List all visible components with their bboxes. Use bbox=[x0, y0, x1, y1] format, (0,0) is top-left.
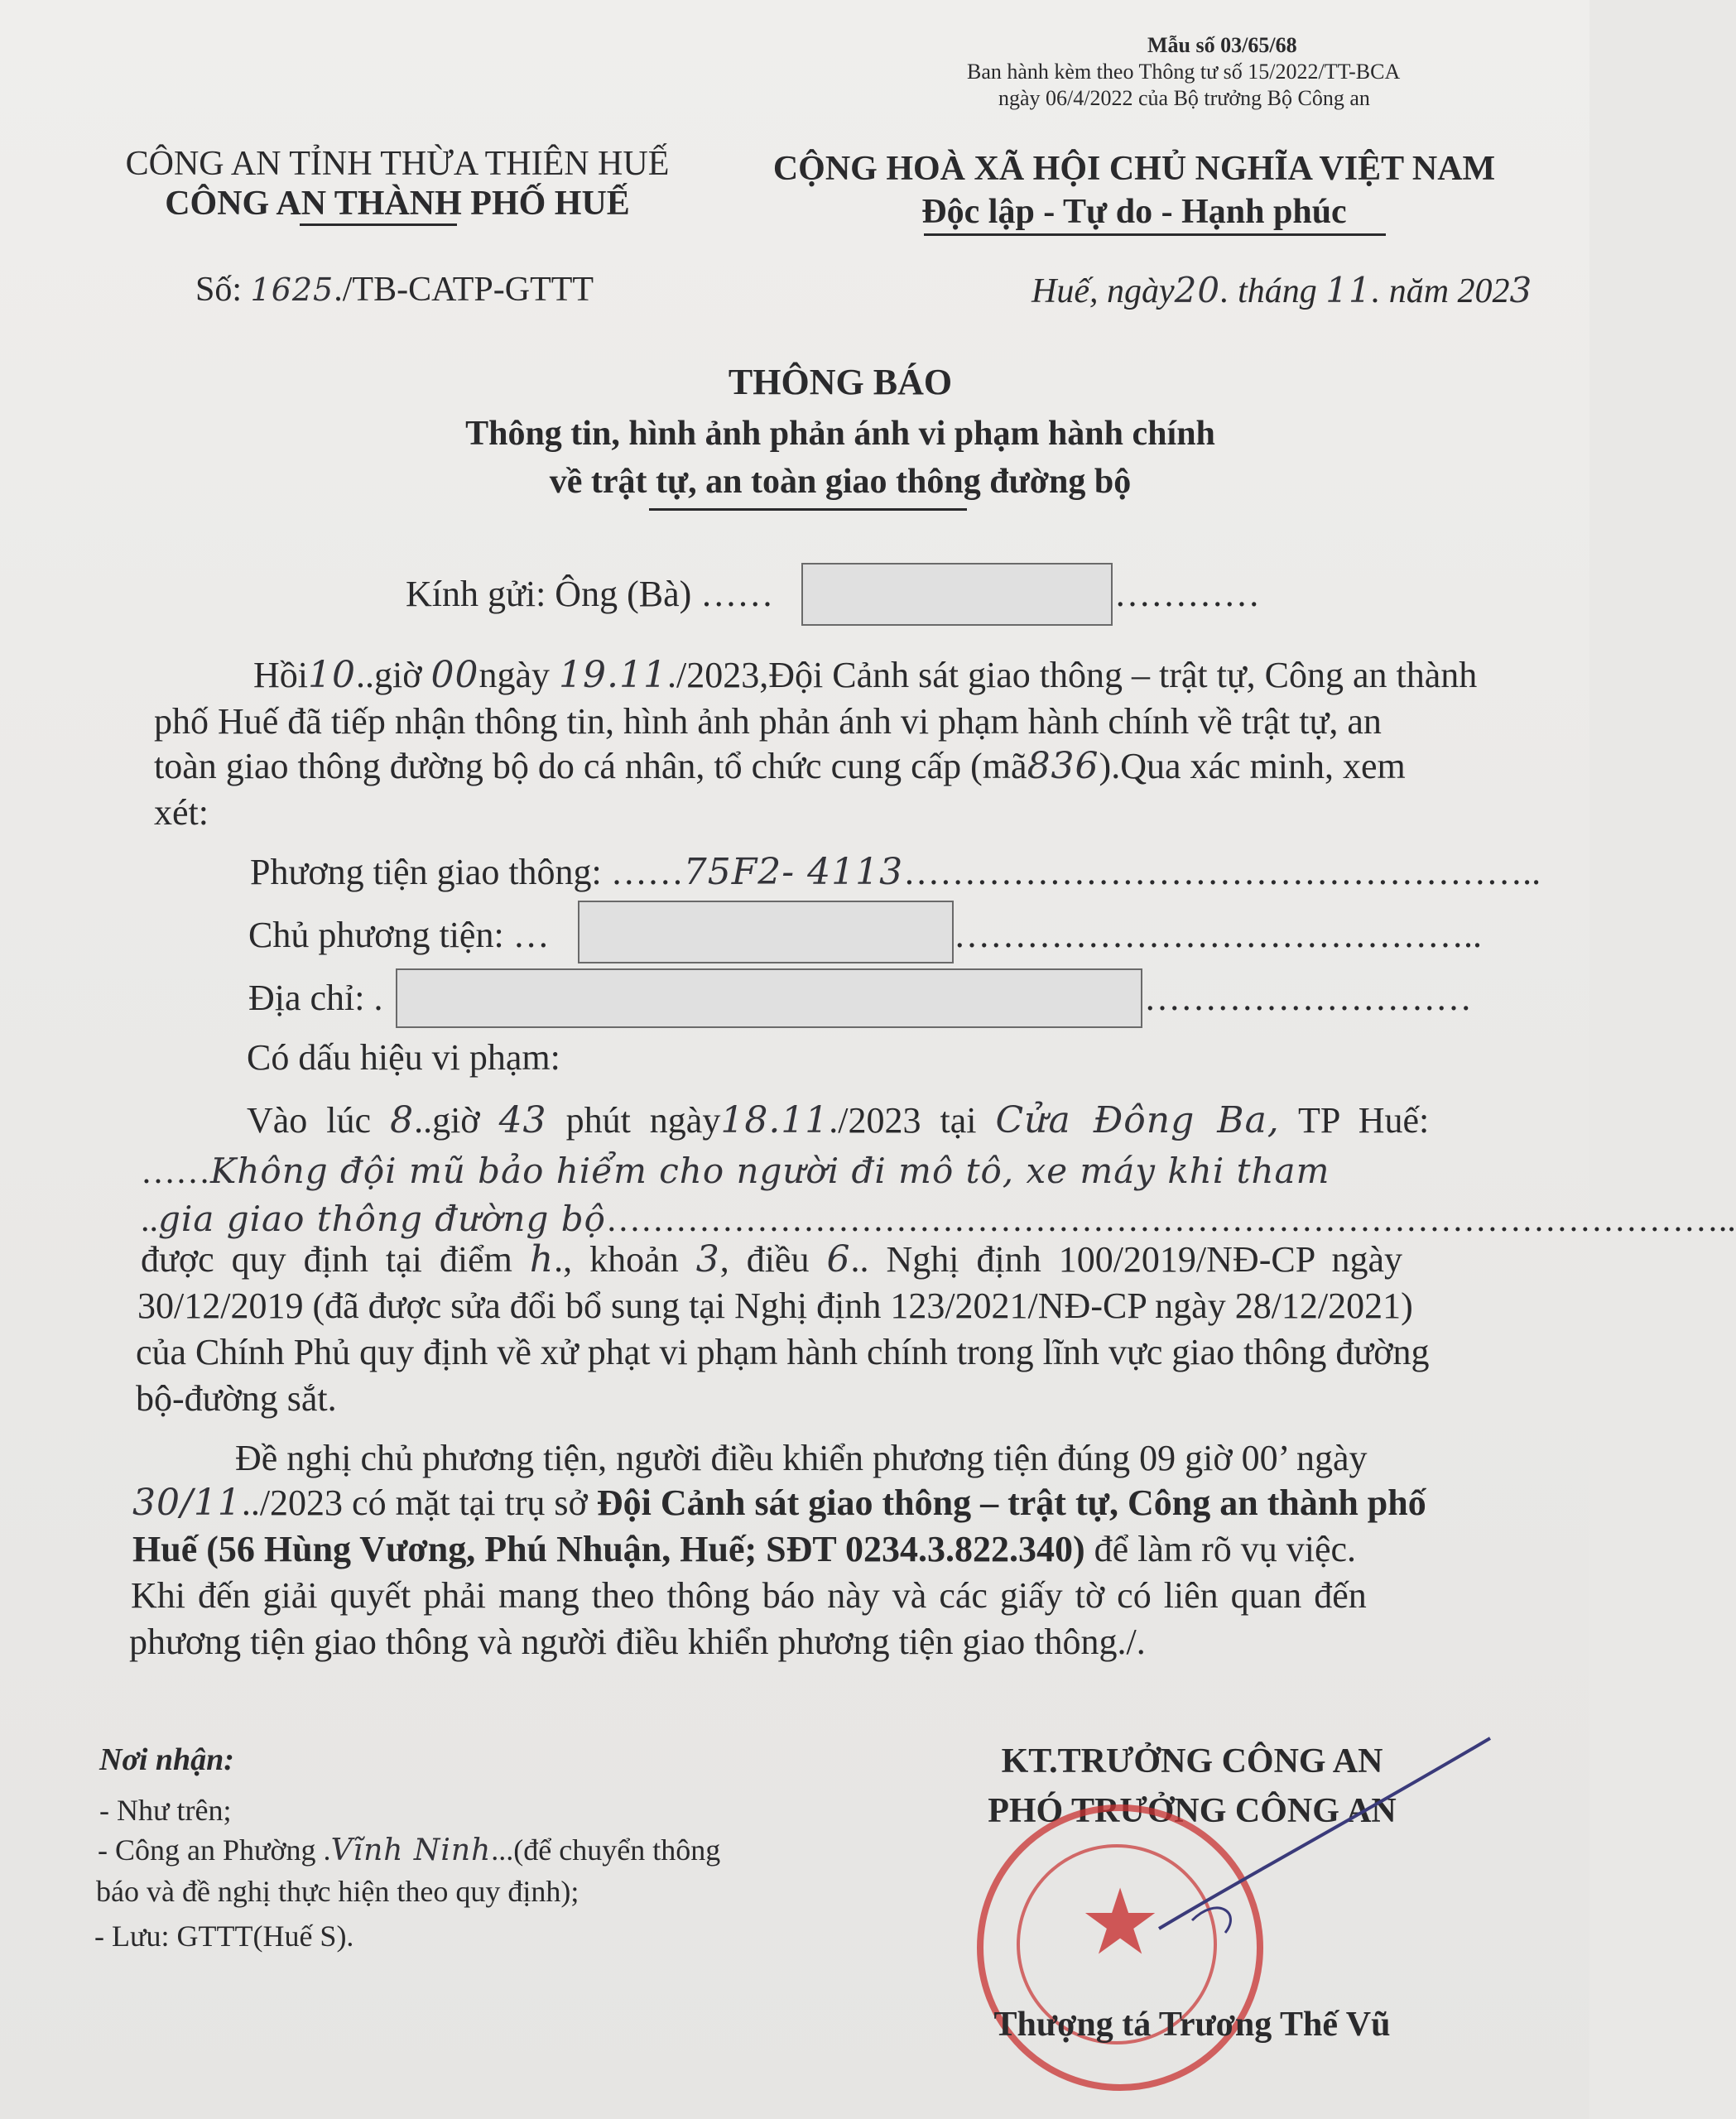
regulation-line3: của Chính Phủ quy định về xử phạt vi phạm hành chính trong lĩnh vực giao thông đường bbox=[136, 1332, 1430, 1372]
request-line3-rest: để làm rõ vụ việc. bbox=[1084, 1529, 1357, 1569]
date-month-label: . tháng bbox=[1220, 272, 1317, 310]
violation-tai: tại bbox=[940, 1100, 977, 1141]
address-label: Địa chỉ: . bbox=[248, 978, 383, 1018]
intro-line1: Hồi10..giờ 00ngày 19.11./2023,Đội Cảnh sát giao thông – trật tự, Công an thành bbox=[253, 654, 1478, 696]
redacted-address bbox=[396, 968, 1142, 1028]
recipient-label: Kính gửi: Ông (Bà) …… bbox=[406, 574, 774, 614]
reg-a: được quy định tại điểm bbox=[141, 1239, 512, 1280]
recipients-item2c: báo và đề nghị thực hiện theo quy định); bbox=[96, 1875, 579, 1908]
request-year: ../2023 bbox=[241, 1482, 344, 1523]
intro-code: 836 bbox=[1027, 745, 1099, 787]
notice-title: THÔNG BÁO bbox=[728, 362, 953, 402]
intro-date: 19.11 bbox=[559, 654, 667, 696]
republic-underline bbox=[924, 233, 1386, 236]
date-month: 11 bbox=[1325, 270, 1372, 310]
reg-point: h bbox=[529, 1238, 555, 1281]
request-bold1: Đội Cảnh sát giao thông – trật tự, Công an thành phố bbox=[596, 1482, 1426, 1523]
agency-underline bbox=[300, 223, 457, 226]
signatory-name: Thượng tá Trương Thế Vũ bbox=[993, 2006, 1391, 2044]
recipients-item2 bbox=[98, 1833, 720, 1867]
violation-city: TP Huế: bbox=[1298, 1100, 1430, 1141]
address-dots: ……………………… bbox=[1144, 978, 1472, 1018]
reg-article: 6 bbox=[826, 1238, 851, 1281]
signature-line1: KT.TRƯỞNG CÔNG AN bbox=[1001, 1742, 1383, 1780]
republic-line2: Độc lập - Tự do - Hạnh phúc bbox=[921, 193, 1347, 231]
recipients-item2b: ...(để chuyển thông bbox=[491, 1833, 721, 1867]
violation-desc2: gia giao thông đường bộ bbox=[158, 1199, 606, 1239]
regulation-line4: bộ-đường sắt. bbox=[136, 1378, 337, 1419]
date-line bbox=[1032, 270, 1532, 311]
intro-rest1: Đội Cảnh sát giao thông – trật tự, Công an thành bbox=[768, 655, 1478, 695]
owner-label: Chủ phương tiện: … bbox=[248, 915, 550, 955]
violation-label: Có dấu hiệu vi phạm: bbox=[247, 1037, 560, 1078]
reg-b: ., khoản bbox=[554, 1239, 679, 1280]
intro-line3a: toàn giao thông đường bộ do cá nhân, tổ chức cung cấp (mã bbox=[154, 746, 1027, 786]
intro-ngay: ngày bbox=[478, 655, 551, 695]
violation-phut: phút bbox=[565, 1100, 631, 1141]
recipients-ward: Vĩnh Ninh bbox=[330, 1833, 492, 1867]
request-line4: Khi đến giải quyết phải mang theo thông báo này và các giấy tờ có liên quan đến bbox=[131, 1575, 1367, 1616]
vehicle-label: Phương tiện giao thông: …… bbox=[250, 852, 684, 892]
intro-minute: 00 bbox=[430, 654, 479, 696]
violation-time-line bbox=[247, 1099, 1429, 1141]
regulation-line1 bbox=[141, 1238, 1402, 1281]
doc-number-handwritten: 1625 bbox=[250, 271, 334, 308]
date-prefix: Huế, ngày bbox=[1032, 272, 1175, 310]
violation-hour: 8 bbox=[390, 1099, 415, 1141]
notice-subtitle-line1: Thông tin, hình ảnh phản ánh vi phạm hành chính bbox=[465, 415, 1215, 453]
request-line1: Đề nghị chủ phương tiện, người điều khiển phương tiện đúng 09 giờ 00’ ngày bbox=[235, 1438, 1368, 1478]
form-code-line1: Ban hành kèm theo Thông tư số 15/2022/TT-BCA bbox=[967, 60, 1401, 84]
request-line3 bbox=[132, 1528, 1356, 1570]
violation-desc1: Không đội mũ bảo hiểm cho người đi mô tô, xe máy khi tham bbox=[210, 1151, 1330, 1191]
republic-line1: CỘNG HOÀ XÃ HỘI CHỦ NGHĨA VIỆT NAM bbox=[772, 150, 1496, 188]
doc-number-prefix: Số: bbox=[195, 271, 243, 309]
recipient-dots: ………… bbox=[1114, 574, 1260, 614]
doc-number-suffix: ./TB-CATP-GTTT bbox=[334, 271, 594, 309]
violation-desc-line2: ..gia giao thông đường bộ…………………………………………………………………………………….. bbox=[141, 1199, 1736, 1239]
reg-d: .. Nghị định 100/2019/NĐ-CP ngày bbox=[850, 1239, 1403, 1280]
intro-gio: ..giờ bbox=[356, 655, 422, 695]
recipients-heading: Nơi nhận: bbox=[99, 1742, 234, 1777]
vehicle-field bbox=[250, 851, 1541, 893]
violation-ngay: ngày bbox=[649, 1100, 721, 1141]
violation-desc-line1: ……Không đội mũ bảo hiểm cho người đi mô tô, xe máy khi tham bbox=[141, 1151, 1330, 1191]
reg-c: , điều bbox=[719, 1239, 810, 1280]
document-number bbox=[195, 270, 594, 310]
owner-dots: …………………………………….. bbox=[954, 915, 1482, 955]
intro-line4: xét: bbox=[154, 792, 209, 833]
signature-stroke bbox=[1142, 1722, 1523, 1953]
intro-line2: phố Huế đã tiếp nhận thông tin, hình ảnh phản ánh vi phạm hành chính về trật tự, an bbox=[154, 701, 1382, 742]
violation-place: Cửa Đông Ba, bbox=[995, 1099, 1280, 1141]
intro-line3b: ).Qua xác minh, xem bbox=[1099, 746, 1406, 786]
violation-gio: ..giờ bbox=[414, 1100, 480, 1141]
agency-line2: CÔNG AN THÀNH PHỐ HUẾ bbox=[165, 185, 630, 223]
intro-hoi: Hồi bbox=[253, 655, 308, 695]
violation-minute: 43 bbox=[498, 1099, 547, 1141]
recipients-item2a: - Công an Phường . bbox=[98, 1833, 331, 1867]
violation-date: 18.11 bbox=[720, 1099, 830, 1141]
date-day: 20 bbox=[1174, 270, 1221, 310]
recipients-item1: - Như trên; bbox=[99, 1794, 232, 1827]
request-line5: phương tiện giao thông và người điều khiển phương tiện giao thông./. bbox=[129, 1622, 1146, 1662]
date-year-label: . năm 202 bbox=[1371, 272, 1510, 310]
form-code-title: Mẫu số 03/65/68 bbox=[1147, 33, 1297, 57]
request-date: 30/11 bbox=[132, 1482, 242, 1524]
reg-clause: 3 bbox=[695, 1238, 720, 1281]
title-underline bbox=[649, 508, 967, 511]
recipients-item3: - Lưu: GTTT(Huế S). bbox=[94, 1920, 354, 1953]
vehicle-plate: 75F2- 4113 bbox=[683, 851, 904, 893]
agency-line1: CÔNG AN TỈNH THỪA THIÊN HUẾ bbox=[125, 145, 670, 183]
intro-line3 bbox=[154, 745, 1406, 787]
violation-vao-luc: Vào lúc bbox=[247, 1100, 372, 1141]
date-year-digit: 3 bbox=[1509, 270, 1533, 310]
request-bold2: Huế (56 Hùng Vương, Phú Nhuận, Huế; SĐT 0234.3.822.340) bbox=[132, 1529, 1085, 1569]
seal-star-icon: ★ bbox=[1079, 1872, 1161, 1973]
intro-hour: 10 bbox=[308, 654, 356, 696]
signature-line2: PHÓ TRƯỞNG CÔNG AN bbox=[988, 1792, 1397, 1830]
notice-subtitle-line2: về trật tự, an toàn giao thông đường bộ bbox=[549, 463, 1132, 501]
regulation-line2: 30/12/2019 (đã được sửa đổi bổ sung tại Nghị định 123/2021/NĐ-CP ngày 28/12/2021) bbox=[137, 1285, 1413, 1326]
redacted-recipient-name bbox=[801, 563, 1113, 626]
request-co-mat: có mặt tại trụ sở bbox=[343, 1482, 597, 1523]
form-code-line2: ngày 06/4/2022 của Bộ trưởng Bộ Công an bbox=[998, 86, 1370, 110]
request-line2 bbox=[132, 1482, 1426, 1524]
redacted-owner-name bbox=[578, 901, 954, 963]
vehicle-dots: …………………………………………….. bbox=[903, 852, 1541, 892]
violation-year: ./2023 bbox=[829, 1100, 921, 1141]
intro-year: ./2023 bbox=[667, 655, 760, 695]
